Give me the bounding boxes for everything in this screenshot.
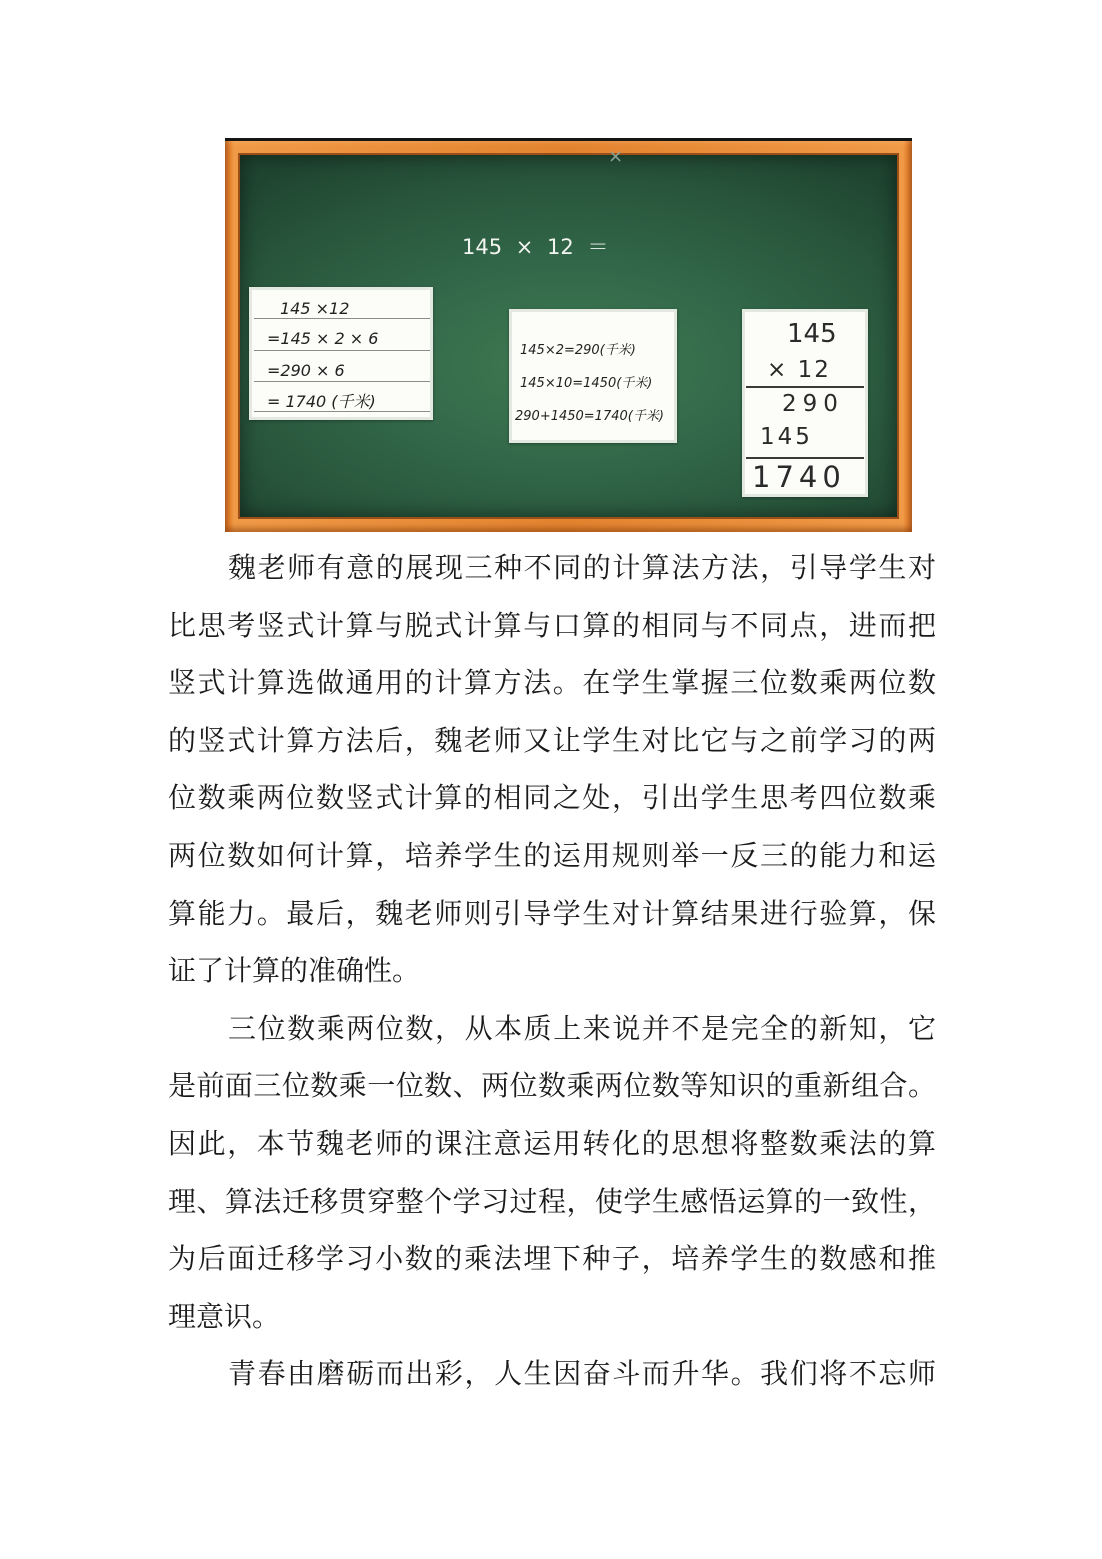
card-line: = 1740 (千米) <box>267 392 376 411</box>
calculation-rule <box>746 457 864 459</box>
text-line: 是前面三位数乘一位数、两位数乘两位数等知识的重新组合。 <box>168 1069 936 1103</box>
text-line: 理意识。 <box>168 1299 281 1333</box>
text-line: 因此，本节魏老师的课注意运用转化的思想将整数乘法的算 <box>168 1126 936 1160</box>
board-equation: 145 × 12 ＝ <box>462 235 609 259</box>
partial-product: 145 <box>760 424 813 450</box>
paragraph <box>168 1000 936 1346</box>
card-line: 145×2=290(千米) <box>520 343 636 358</box>
product: 1740 <box>752 460 846 494</box>
card-oral-calculation <box>509 309 677 443</box>
ruled-line <box>254 350 430 351</box>
text-line: 位数乘两位数竖式计算的相同之处，引出学生思考四位数乘 <box>168 781 936 815</box>
figure-top-edge <box>225 138 912 141</box>
document-body <box>168 539 936 1403</box>
chalkboard-figure <box>225 138 912 532</box>
text-line: 青春由磨砺而出彩，人生因奋斗而升华。我们将不忘师 <box>228 1357 936 1391</box>
card-stepwise-calculation <box>249 287 433 420</box>
text-line: 三位数乘两位数，从本质上来说并不是完全的新知，它 <box>228 1011 936 1045</box>
card-line: =290 × 6 <box>267 361 345 380</box>
card-line: 145 ×12 <box>280 299 350 318</box>
card-line: 290+1450=1740(千米) <box>515 409 664 424</box>
text-line: 理、算法迁移贯穿整个学习过程，使学生感悟运算的一致性， <box>168 1184 936 1218</box>
card-line: =145 × 2 × 6 <box>267 329 379 348</box>
text-line: 证了计算的准确性。 <box>168 954 421 988</box>
close-icon: × <box>608 146 624 167</box>
text-line: 算能力。最后，魏老师则引导学生对计算结果进行验算，保 <box>168 896 936 930</box>
text-line: 比思考竖式计算与脱式计算与口算的相同与不同点，进而把 <box>168 608 936 642</box>
card-vertical-multiplication <box>742 309 868 497</box>
partial-product: 290 <box>782 391 844 417</box>
card-line: 145×10=1450(千米) <box>520 376 653 391</box>
text-line: 为后面迁移学习小数的乘法埋下种子，培养学生的数感和推 <box>168 1242 936 1276</box>
calculation-rule <box>746 386 864 388</box>
text-line: 的竖式计算方法后，魏老师又让学生对比它与之前学习的两 <box>168 723 936 757</box>
text-line: 魏老师有意的展现三种不同的计算法方法，引导学生对 <box>228 551 936 584</box>
text-line: 两位数如何计算，培养学生的运用规则举一反三的能力和运 <box>168 838 936 872</box>
paragraph <box>168 1345 936 1403</box>
multiplier: × 12 <box>767 357 831 383</box>
multiplicand: 145 <box>787 319 837 349</box>
paragraph <box>168 539 936 1000</box>
text-line: 竖式计算选做通用的计算方法。在学生掌握三位数乘两位数 <box>168 666 936 700</box>
